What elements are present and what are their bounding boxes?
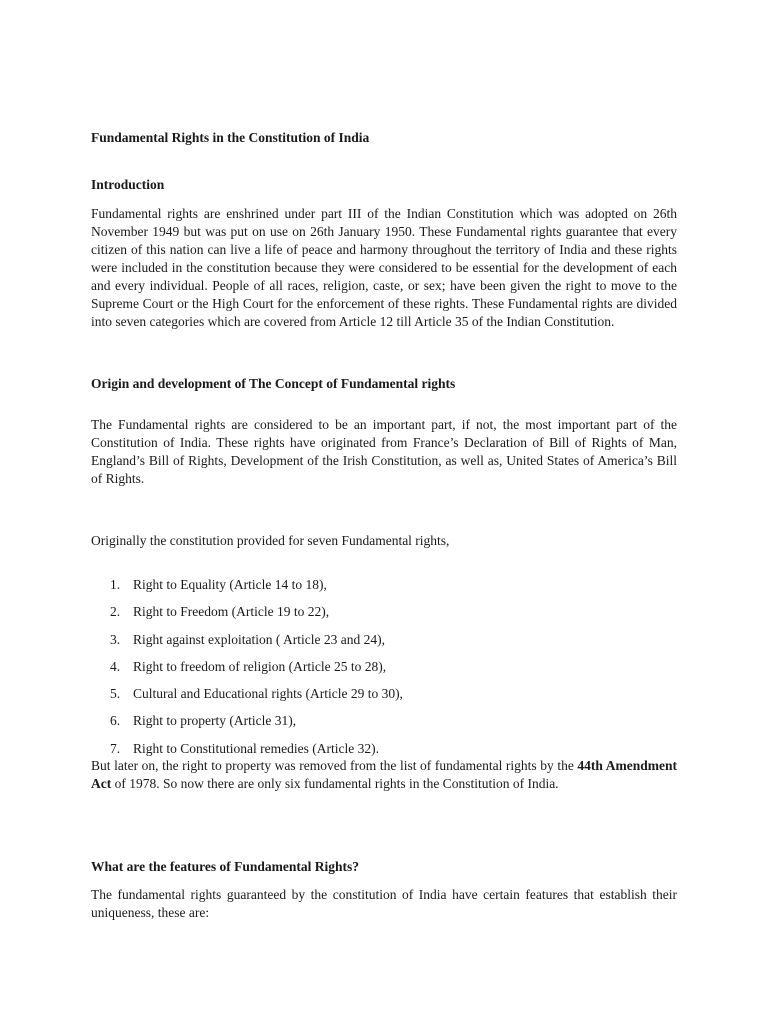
amendment-paragraph (91, 757, 677, 793)
list-item-number: 6. (110, 713, 121, 729)
list-item-number: 7. (110, 740, 121, 756)
features-heading: What are the features of Fundamental Rights? (91, 859, 359, 874)
amendment-act-bold: 44th Amendment Act (91, 758, 677, 791)
list-item-number: 3. (110, 631, 121, 647)
origin-paragraph: The Fundamental rights are considered to be an important part, if not, the most important part of the Constitution of India. These rights have originated from France’s Declaration of Bill of Rights of Man, England’s Bill of Rights, Development of the Irish Constitution, as well as, United States of America’s Bill of Rights. (91, 417, 677, 486)
list-item (91, 603, 677, 630)
list-item (91, 576, 677, 603)
list-item-text: Right to Equality (Article 14 to 18), (133, 577, 327, 592)
document-title: Fundamental Rights in the Constitution of India (91, 130, 370, 145)
list-item-number: 4. (110, 658, 121, 674)
list-item-text: Right to property (Article 31), (133, 713, 297, 729)
list-item (91, 631, 677, 658)
list-item-text: Cultural and Educational rights (Article 29 to 30), (133, 686, 403, 702)
list-item-number: 2. (110, 604, 121, 620)
list-item (91, 658, 677, 685)
features-paragraph: The fundamental rights guaranteed by the constitution of India have certain features that establish their uniqueness, these are: (91, 887, 677, 920)
introduction-paragraph: Fundamental rights are enshrined under part III of the Indian Constitution which was adopted on 26th November 1949 but was put on use on 26th January 1950. These Fundamental rights guarantee that every citizen of this nation can live a life of peace and harmony throughout the territory of India and these rights were included in the constitution because they were considered to be essential for the development of each and every individual. People of all races, religion, caste, or sex; have been given the right to move to the Supreme Court or the High Court for the enforcement of these rights. These Fundamental rights are divided into seven categories which are covered from Article 12 till Article 35 of the Indian Constitution. (91, 206, 677, 329)
list-item-number: 1. (110, 577, 121, 592)
list-item (91, 712, 677, 739)
rights-list (91, 576, 677, 767)
list-item-text: Right to freedom of religion (Article 25 to 28), (133, 658, 387, 674)
amendment-text-after: of 1978. So now there are only six fundamental rights in the Constitution of India. (111, 776, 559, 791)
introduction-heading: Introduction (91, 177, 165, 192)
list-item-text: Right to Freedom (Article 19 to 22), (133, 604, 330, 620)
list-item-text: Right against exploitation ( Article 23 and 24), (133, 631, 385, 647)
amendment-text-before: But later on, the right to property was removed from the list of fundamental rights by the (91, 758, 578, 773)
origin-heading: Origin and development of The Concept of Fundamental rights (91, 376, 456, 391)
list-item-number: 5. (110, 686, 121, 702)
originally-text: Originally the constitution provided for seven Fundamental rights, (91, 533, 450, 548)
list-item-text: Right to Constitutional remedies (Article 32). (133, 740, 379, 756)
list-item (91, 685, 677, 712)
